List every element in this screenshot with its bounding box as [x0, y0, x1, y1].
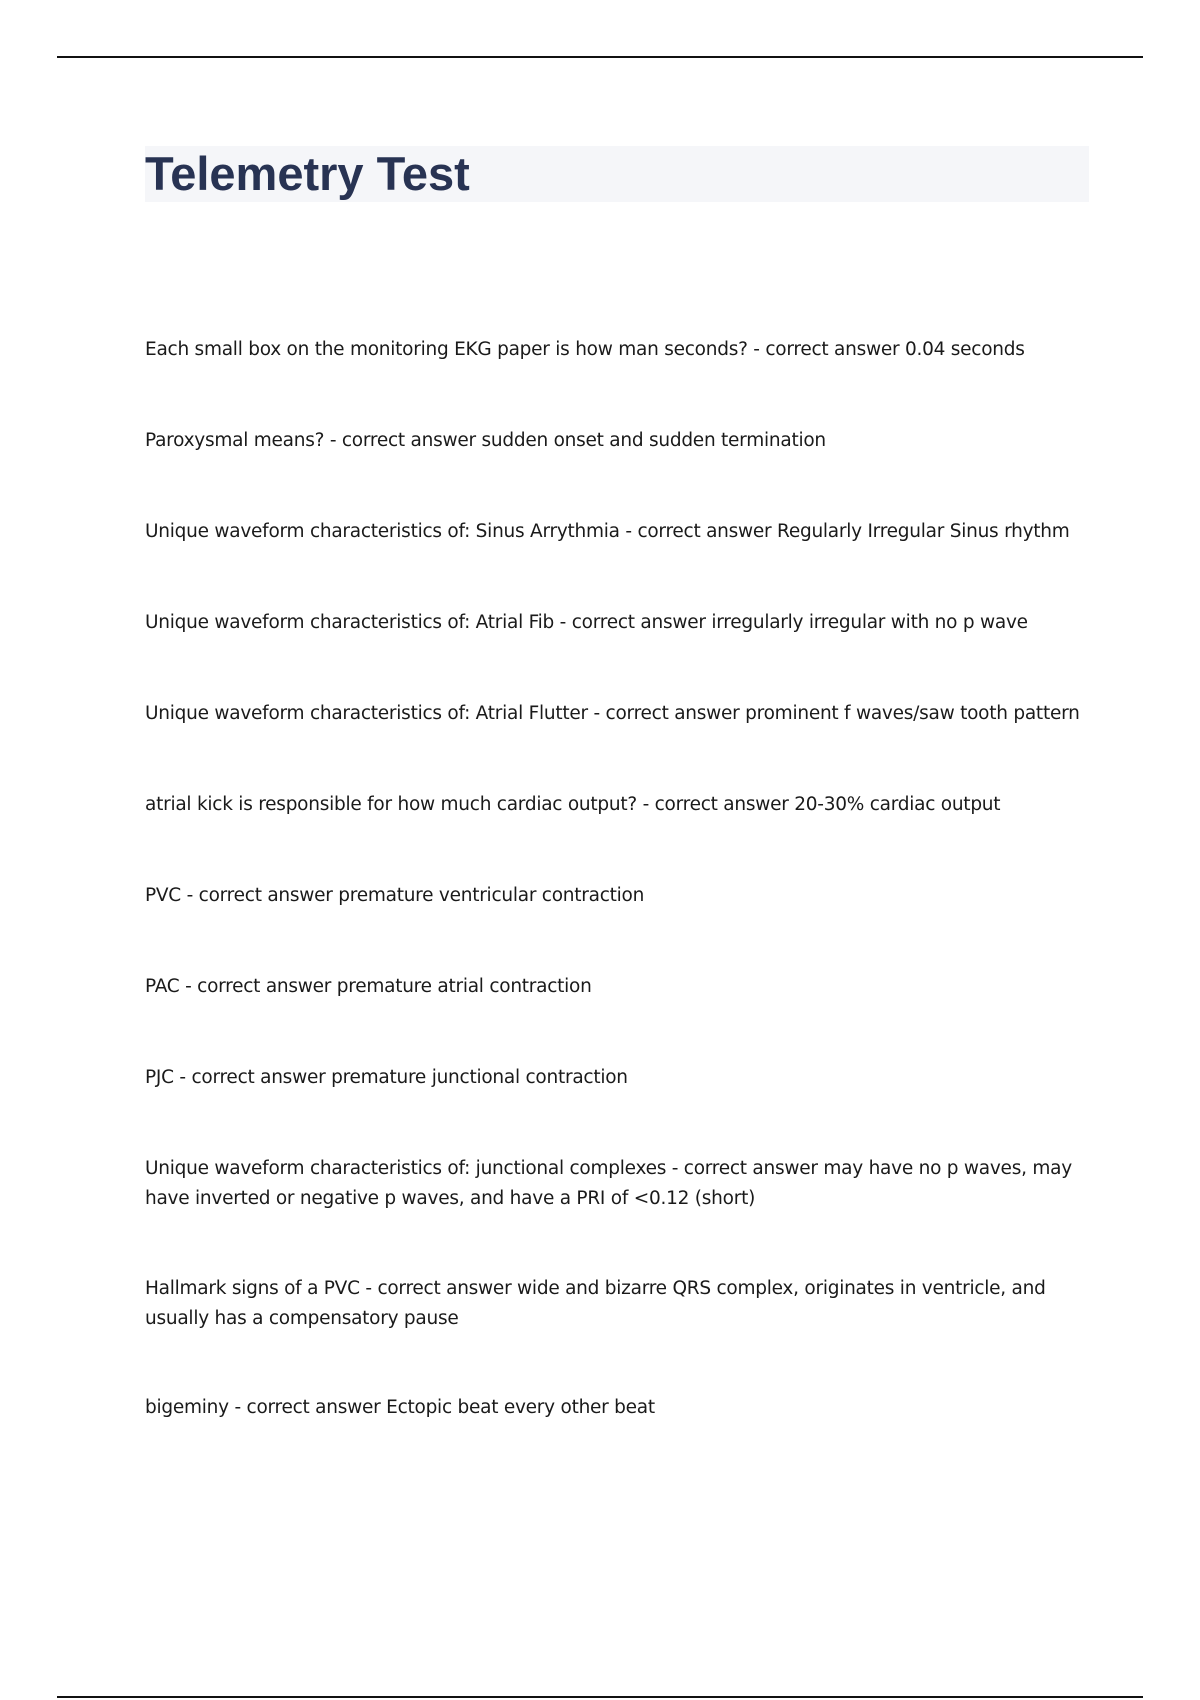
- top-rule: [57, 56, 1143, 58]
- qa-item: atrial kick is responsible for how much cardiac output? - correct answer 20-30% cardiac output: [145, 794, 1001, 815]
- qa-item: Unique waveform characteristics of: Sinus Arrythmia - correct answer Regularly Irregular Sinus rhythm: [145, 521, 1070, 542]
- qa-item: Paroxysmal means? - correct answer sudden onset and sudden termination: [145, 430, 826, 451]
- qa-item: Unique waveform characteristics of: Atrial Flutter - correct answer prominent f waves/saw tooth pattern: [145, 703, 1080, 724]
- qa-item: bigeminy - correct answer Ectopic beat every other beat: [145, 1397, 655, 1418]
- qa-item: PJC - correct answer premature junctional contraction: [145, 1067, 628, 1088]
- page-title: Telemetry Test: [145, 147, 470, 200]
- qa-item: PAC - correct answer premature atrial contraction: [145, 976, 592, 997]
- bottom-rule: [57, 1696, 1143, 1698]
- qa-item: Unique waveform characteristics of: junctional complexes - correct answer may have no p waves, may have inverted or negative p waves, and have a PRI of <0.12 (short): [145, 1158, 1072, 1209]
- qa-item: Unique waveform characteristics of: Atrial Fib - correct answer irregularly irregular with no p wave: [145, 612, 1028, 633]
- qa-item: Each small box on the monitoring EKG paper is how man seconds? - correct answer 0.04 seconds: [145, 339, 1025, 360]
- qa-item: PVC - correct answer premature ventricular contraction: [145, 885, 645, 906]
- qa-item: Hallmark signs of a PVC - correct answer wide and bizarre QRS complex, originates in ventricle, and usually has a compensatory pause: [145, 1278, 1046, 1329]
